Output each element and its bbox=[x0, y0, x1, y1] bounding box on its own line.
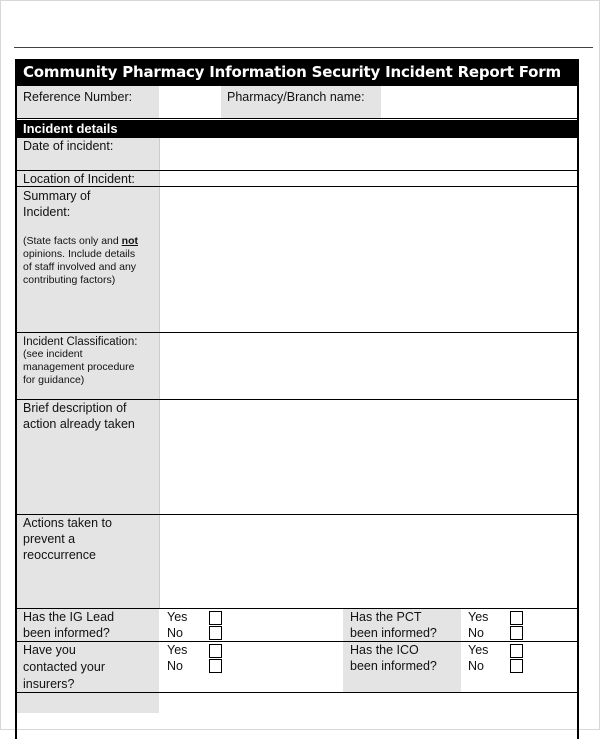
insurers-line3: insurers? bbox=[23, 677, 75, 691]
classification-note-line2: management procedure bbox=[23, 361, 135, 373]
date-of-incident-field[interactable] bbox=[159, 138, 577, 170]
brief-description-row bbox=[17, 400, 577, 515]
next-row-cut-off bbox=[17, 693, 577, 713]
classification-note-line1: (see incident bbox=[23, 348, 83, 360]
pharmacy-branch-field[interactable] bbox=[381, 86, 577, 118]
top-rule bbox=[14, 47, 593, 48]
reference-row bbox=[17, 86, 577, 119]
ig-lead-no-label: No bbox=[167, 626, 183, 640]
classification-label: Incident Classification: bbox=[23, 336, 138, 348]
summary-note-line3: of staff involved and any bbox=[23, 261, 137, 273]
pharmacy-branch-label: Pharmacy/Branch name: bbox=[227, 90, 365, 104]
actions-taken-line3: reoccurrence bbox=[23, 548, 96, 562]
classification-field[interactable] bbox=[159, 333, 577, 399]
actions-taken-row bbox=[17, 515, 577, 609]
ig-lead-line2: been informed? bbox=[23, 626, 110, 640]
insurers-yes-label: Yes bbox=[167, 643, 188, 657]
actions-taken-line2: prevent a bbox=[23, 532, 76, 546]
summary-label-line2: Incident: bbox=[23, 205, 71, 219]
brief-description-line2: action already taken bbox=[23, 417, 135, 431]
insurers-no-checkbox[interactable] bbox=[209, 659, 222, 673]
insurers-yes-checkbox[interactable] bbox=[209, 644, 222, 658]
classification-row bbox=[17, 333, 577, 400]
incident-report-form bbox=[15, 59, 579, 739]
pct-line2: been informed? bbox=[350, 626, 437, 640]
insurers-line1: Have you bbox=[23, 643, 76, 657]
form-title: Community Pharmacy Information Security Incident Report Form bbox=[17, 59, 577, 86]
ico-no-label: No bbox=[468, 659, 484, 673]
ig-lead-yes-label: Yes bbox=[167, 610, 188, 624]
location-of-incident-row bbox=[17, 171, 577, 187]
brief-description-field[interactable] bbox=[159, 400, 577, 514]
actions-taken-field[interactable] bbox=[159, 515, 577, 608]
ico-yes-checkbox[interactable] bbox=[510, 644, 523, 658]
summary-row bbox=[17, 187, 577, 333]
ico-line2: been informed? bbox=[350, 659, 437, 673]
pct-no-label: No bbox=[468, 626, 484, 640]
insurers-line2: contacted your bbox=[23, 660, 105, 674]
date-of-incident-label: Date of incident: bbox=[23, 139, 114, 153]
ig-lead-line1: Has the IG Lead bbox=[23, 610, 115, 624]
reference-number-label: Reference Number: bbox=[23, 90, 133, 104]
insurers-ico-row bbox=[17, 642, 577, 693]
pct-yes-checkbox[interactable] bbox=[510, 611, 523, 625]
summary-field[interactable] bbox=[159, 187, 577, 332]
insurers-no-label: No bbox=[167, 659, 183, 673]
actions-taken-line1: Actions taken to bbox=[23, 516, 112, 530]
pct-line1: Has the PCT bbox=[350, 610, 422, 624]
location-of-incident-field[interactable] bbox=[159, 171, 577, 186]
pct-no-checkbox[interactable] bbox=[510, 626, 523, 640]
classification-note-line3: for guidance) bbox=[23, 374, 85, 386]
ig-lead-no-checkbox[interactable] bbox=[209, 626, 222, 640]
brief-description-line1: Brief description of bbox=[23, 401, 127, 415]
pct-yes-label: Yes bbox=[468, 610, 489, 624]
summary-note-line4: contributing factors) bbox=[23, 274, 116, 286]
summary-label-line1: Summary of bbox=[23, 189, 91, 203]
summary-note-line2: opinions. Include details bbox=[23, 248, 136, 260]
section-incident-details: Incident details bbox=[17, 120, 577, 138]
location-of-incident-label: Location of Incident: bbox=[23, 172, 135, 186]
date-of-incident-row bbox=[17, 138, 577, 171]
ico-line1: Has the ICO bbox=[350, 643, 419, 657]
ico-yes-label: Yes bbox=[468, 643, 489, 657]
ico-no-checkbox[interactable] bbox=[510, 659, 523, 673]
reference-number-field[interactable] bbox=[159, 86, 221, 118]
ig-lead-pct-row bbox=[17, 609, 577, 642]
summary-note-line1: (State facts only and not bbox=[23, 235, 138, 247]
ig-lead-yes-checkbox[interactable] bbox=[209, 611, 222, 625]
